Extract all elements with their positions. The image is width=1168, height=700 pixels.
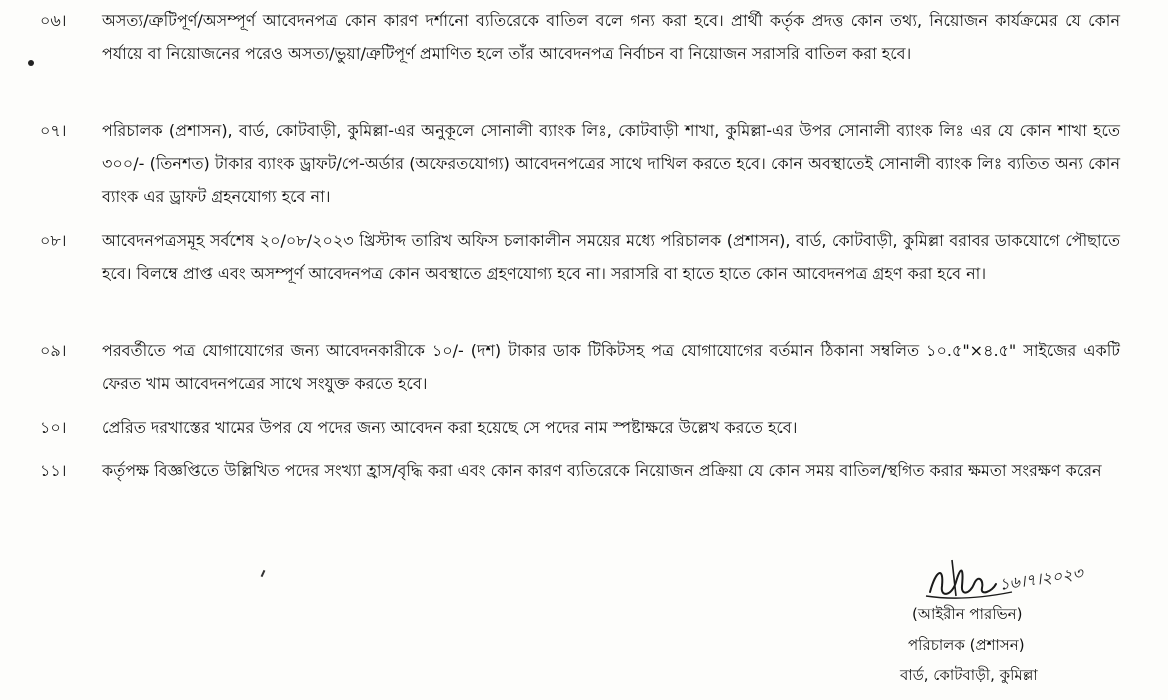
signatory-name: (আইরীন পারভিন) [912, 605, 1023, 623]
list-item [40, 454, 1120, 487]
item-text: পরিচালক (প্রশাসন), বার্ড, কোটবাড়ী, কুমিল্লা-এর অনুকূলে সোনালী ব্যাংক লিঃ, কোটবাড়ী শাখা, কুমিল্লা-এর উপর সোনালী ব্যাংক লিঃ এর যে কোন শাখা হতে ৩০০/- (তিনশত) টাকার ব্যাংক ড্রাফট/পে-অর্ডার (অফেরতযোগ্য) আবেদনপত্রের সাথে দাখিল করতে হবে। কোন অবস্থাতেই সোনালী ব্যাংক লিঃ ব্যতিত অন্য কোন ব্যাংক এর ড্রাফট গ্রহনযোগ্য হবে না। [102, 121, 1120, 206]
item-text: আবেদনপত্রসমূহ সর্বশেষ ২০/০৮/২০২৩ খ্রিস্টাব্দ তারিখ অফিস চলাকালীন সময়ের মধ্যে পরিচালক (প্রশাসন), বার্ড, কোটবাড়ী, কুমিল্লা বরাবর ডাকযোগে পৌছাতে হবে। বিলম্বে প্রাপ্ত এবং অসম্পূর্ণ আবেদনপত্র কোন অবস্থাতে গ্রহণযোগ্য হবে না। সরাসরি বা হাতে হাতে কোন আবেদনপত্র গ্রহণ করা হবে না। [102, 231, 1120, 283]
item-text: প্রেরিত দরখাস্তের খামের উপর যে পদের জন্য আবেদন করা হয়েছে সে পদের নাম স্পষ্টাক্ষরে উল্লেখ করতে হবে। [102, 418, 798, 437]
signatory-designation: পরিচালক (প্রশাসন) [908, 636, 1025, 654]
margin-dot [28, 60, 34, 66]
handwritten-signature [922, 556, 1112, 606]
item-number: ১০। [40, 418, 67, 437]
signature-date: ১৬।৭।২০২৩ [997, 563, 1084, 594]
list-item [40, 411, 1120, 444]
item-number: ০৭। [40, 121, 67, 140]
list-item [40, 114, 1120, 213]
item-number: ০৮। [40, 231, 67, 250]
item-number: ১১। [40, 461, 67, 480]
list-item [40, 224, 1120, 290]
list-item [40, 4, 1120, 70]
item-text: অসত্য/ত্রুটিপূর্ণ/অসম্পূর্ণ আবেদনপত্র কোন কারণ দর্শানো ব্যতিরেকে বাতিল বলে গন্য করা হবে। প্রার্থী কর্তৃক প্রদত্ত কোন তথ্য, নিয়োজন কার্যক্রমের যে কোন পর্যায়ে বা নিয়োজনের পরেও অসত্য/ভুয়া/ত্রুটিপূর্ণ প্রমাণিত হলে তাঁর আবেদনপত্র নির্বাচন বা নিয়োজন সরাসরি বাতিল করা হবে। [102, 11, 1120, 63]
stray-mark [261, 570, 266, 577]
item-number: ০৬। [40, 11, 67, 30]
list-item [40, 334, 1120, 400]
item-text: কর্তৃপক্ষ বিজ্ঞপ্তিতে উল্লিখিত পদের সংখ্যা হ্রাস/বৃদ্ধি করা এবং কোন কারণ ব্যতিরেকে নিয়োজন প্রক্রিয়া যে কোন সময় বাতিল/স্থগিত করার ক্ষমতা সংরক্ষণ করেন [102, 461, 1102, 480]
signatory-office: বার্ড, কোটবাড়ী, কুমিল্লা [900, 666, 1038, 684]
item-text: পরবর্তীতে পত্র যোগাযোগের জন্য আবেদনকারীকে ১০/- (দশ) টাকার ডাক টিকিটসহ পত্র যোগাযোগের বর্তমান ঠিকানা সম্বলিত ১০.৫"×৪.৫" সাইজের একটি ফেরত খাম আবেদনপত্রের সাথে সংযুক্ত করতে হবে। [102, 341, 1120, 393]
item-number: ০৯। [40, 341, 67, 360]
